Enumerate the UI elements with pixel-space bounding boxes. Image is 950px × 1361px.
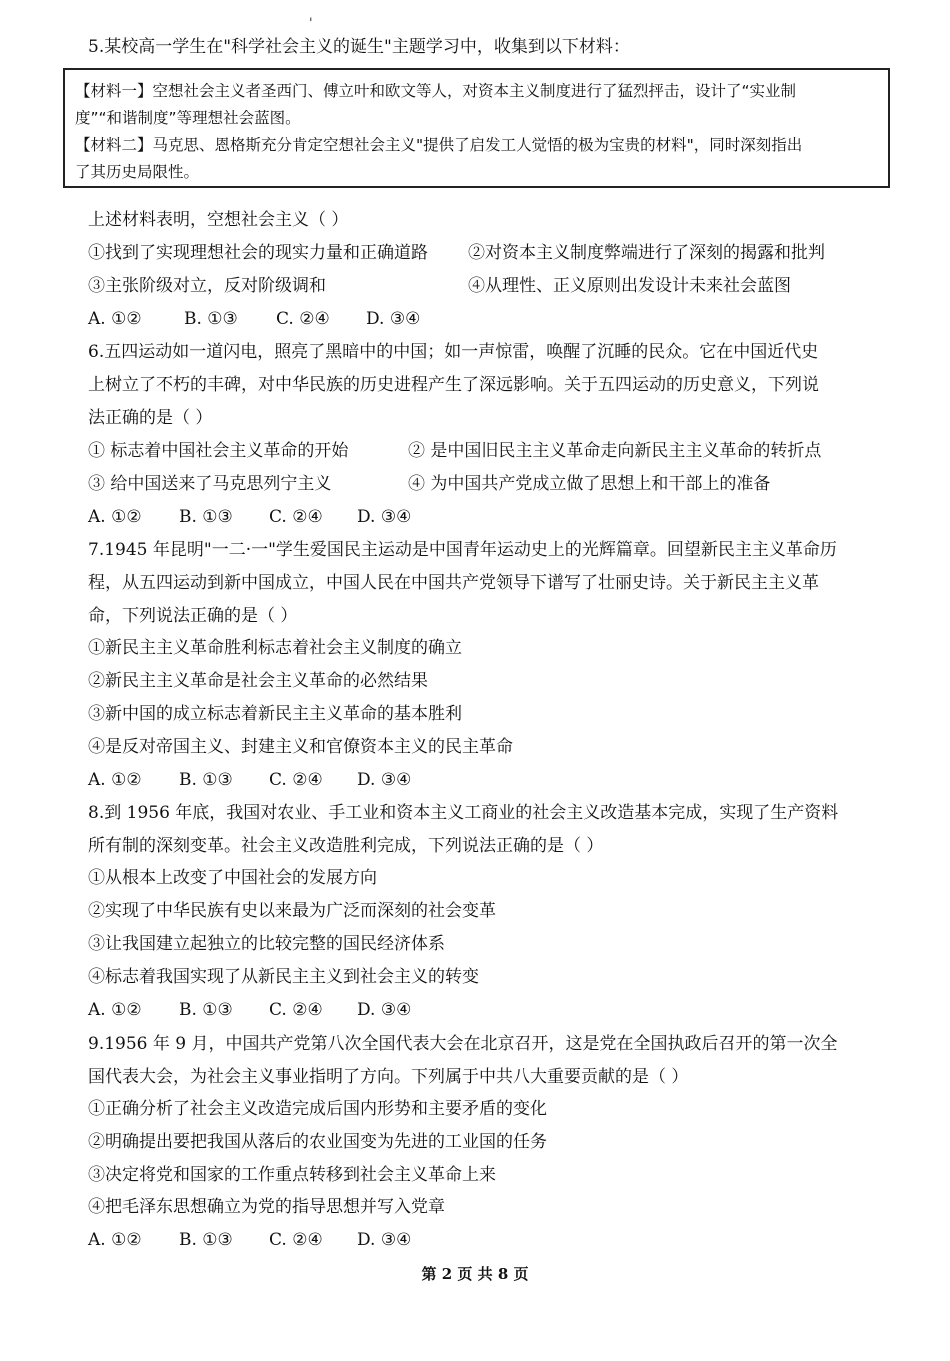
q7-stem [88, 534, 848, 633]
q6-answer-c[interactable]: C. ②④ [269, 507, 323, 527]
q8-option-4: ④标志着我国实现了从新民主主义到社会主义的转变 [88, 967, 479, 987]
q5-answer-c[interactable]: C. ②④ [276, 309, 330, 329]
q8-answer-b[interactable]: B. ①③ [179, 1000, 233, 1020]
q9-stem-line: 9.1956 年 9 月，中国共产党第八次全国代表大会在北京召开，这是党在全国执政后召开的第一次全 [88, 1034, 838, 1054]
q8-answers [88, 999, 411, 1021]
page-footer: 第 2 页 共 8 页 [421, 1265, 529, 1283]
q7-answer-c[interactable]: C. ②④ [269, 770, 323, 790]
q7-answer-a[interactable]: A. ①② [88, 770, 142, 790]
q7-stem-line: 程，从五四运动到新中国成立，中国人民在中国共产党领导下谱写了壮丽史诗。关于新民主主义革 [88, 573, 819, 593]
q5-material-line: 【材料二】马克思、恩格斯充分肯定空想社会主义"提供了启发工人觉悟的极为宝贵的材料"，同时深刻指出 [75, 136, 803, 154]
q7-option-3: ③新中国的成立标志着新民主主义革命的基本胜利 [88, 704, 462, 724]
q9-answer-b[interactable]: B. ①③ [179, 1230, 233, 1250]
q7-answer-b[interactable]: B. ①③ [179, 770, 233, 790]
q6-answers [88, 506, 411, 528]
q9-option-4: ④把毛泽东思想确立为党的指导思想并写入党章 [88, 1197, 445, 1217]
q7-option-4: ④是反对帝国主义、封建主义和官僚资本主义的民主革命 [88, 737, 513, 757]
q7-option-1: ①新民主主义革命胜利标志着社会主义制度的确立 [88, 638, 462, 658]
q6-answer-a[interactable]: A. ①② [88, 507, 142, 527]
q6-stem-line: 法正确的是（ ） [88, 408, 213, 428]
q8-stem-line: 所有制的深刻变革。社会主义改造胜利完成，下列说法正确的是（ ） [88, 836, 604, 856]
q9-answer-c[interactable]: C. ②④ [269, 1230, 323, 1250]
q7-stem-line: 命，下列说法正确的是（ ） [88, 606, 298, 626]
q8-answer-c[interactable]: C. ②④ [269, 1000, 323, 1020]
q6-answer-d[interactable]: D. ③④ [357, 507, 412, 527]
q6-option-1: ① 标志着中国社会主义革命的开始 [88, 441, 349, 461]
q5-answers [88, 308, 420, 330]
q7-option-2: ②新民主主义革命是社会主义革命的必然结果 [88, 671, 428, 691]
q5-material-line: 【材料一】空想社会主义者圣西门、傅立叶和欧文等人，对资本主义制度进行了猛烈抨击，设计了“实业制 [75, 82, 797, 100]
q5-answer-d[interactable]: D. ③④ [366, 309, 421, 329]
q9-answers [88, 1229, 411, 1251]
q7-answer-d[interactable]: D. ③④ [357, 770, 412, 790]
q6-option-2: ② 是中国旧民主主义革命走向新民主主义革命的转折点 [408, 441, 822, 461]
q5-option-3: ③主张阶级对立，反对阶级调和 [88, 276, 326, 296]
q7-stem-line: 7.1945 年昆明"一二·一"学生爱国民主运动是中国青年运动史上的光辉篇章。回望新民主主义革命历 [88, 540, 837, 560]
q5-material-line: 度”“和谐制度”等理想社会蓝图。 [75, 109, 301, 127]
q9-stem [88, 1028, 848, 1094]
q5-option-2: ②对资本主义制度弊端进行了深刻的揭露和批判 [468, 243, 825, 263]
q6-stem-line: 上树立了不朽的丰碑，对中华民族的历史进程产生了深远影响。关于五四运动的历史意义，下列说 [88, 375, 819, 395]
q9-option-1: ①正确分析了社会主义改造完成后国内形势和主要矛盾的变化 [88, 1099, 547, 1119]
q8-answer-d[interactable]: D. ③④ [357, 1000, 412, 1020]
q9-stem-line: 国代表大会，为社会主义事业指明了方向。下列属于中共八大重要贡献的是（ ） [88, 1067, 689, 1087]
q8-stem [88, 797, 848, 863]
q6-stem [88, 336, 848, 435]
q8-option-2: ②实现了中华民族有史以来最为广泛而深刻的社会变革 [88, 901, 496, 921]
q8-option-1: ①从根本上改变了中国社会的发展方向 [88, 868, 377, 888]
q8-answer-a[interactable]: A. ①② [88, 1000, 142, 1020]
q9-answer-a[interactable]: A. ①② [88, 1230, 142, 1250]
q5-material-line: 了其历史局限性。 [75, 163, 200, 181]
q9-option-2: ②明确提出要把我国从落后的农业国变为先进的工业国的任务 [88, 1132, 547, 1152]
q5-answer-a[interactable]: A. ①② [88, 309, 142, 329]
q5-option-4: ④从理性、正义原则出发设计未来社会蓝图 [468, 276, 791, 296]
q8-option-3: ③让我国建立起独立的比较完整的国民经济体系 [88, 934, 445, 954]
q6-option-3: ③ 给中国送来了马克思列宁主义 [88, 474, 332, 494]
q5-answer-b[interactable]: B. ①③ [184, 309, 238, 329]
q6-stem-line: 6.五四运动如一道闪电，照亮了黑暗中的中国；如一声惊雷，唤醒了沉睡的民众。它在中国近代史 [88, 342, 819, 362]
q6-answer-b[interactable]: B. ①③ [179, 507, 233, 527]
q9-option-3: ③决定将党和国家的工作重点转移到社会主义革命上来 [88, 1165, 496, 1185]
q5-question: 上述材料表明，空想社会主义（ ） [88, 210, 349, 230]
q9-answer-d[interactable]: D. ③④ [357, 1230, 412, 1250]
q5-material-box [63, 68, 890, 188]
q6-option-4: ④ 为中国共产党成立做了思想上和干部上的准备 [408, 474, 771, 494]
q7-answers [88, 769, 411, 791]
q8-stem-line: 8.到 1956 年底，我国对农业、手工业和资本主义工商业的社会主义改造基本完成，实现了生产资料 [88, 803, 839, 823]
q5-stem: 5.某校高一学生在"科学社会主义的诞生"主题学习中，收集到以下材料： [88, 37, 630, 57]
page-mark: ' [309, 16, 313, 31]
q5-option-1: ①找到了实现理想社会的现实力量和正确道路 [88, 243, 428, 263]
